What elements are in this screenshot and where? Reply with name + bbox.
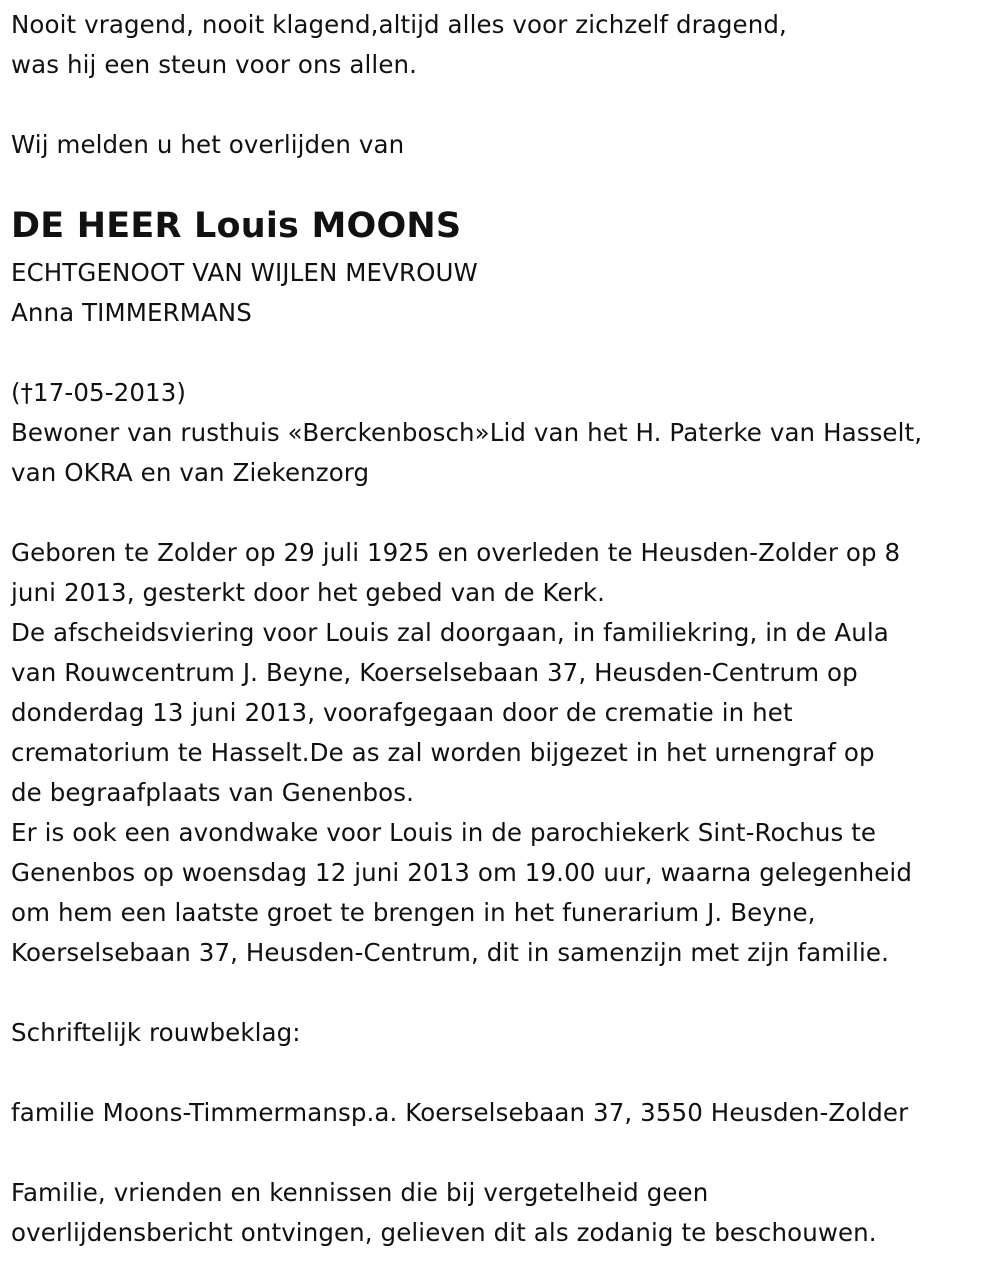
announcement: Wij melden u het overlijden van [11, 130, 405, 159]
details-line: Genenbos op woensdag 12 juni 2013 om 19.00 uur, waarna gelegenheid [11, 858, 912, 887]
details-line: om hem een laatste groet te brengen in het funerarium J. Beyne, [11, 898, 816, 927]
affiliations-line-2: van OKRA en van Ziekenzorg [11, 458, 370, 487]
details-line: De afscheidsviering voor Louis zal doorgaan, in familiekring, in de Aula [11, 618, 889, 647]
deceased-name: DE HEER Louis MOONS [11, 206, 462, 246]
death-date: (†17-05-2013) [11, 378, 187, 407]
intro-line-1: Nooit vragend, nooit klagend,altijd alles voor zichzelf dragend, [11, 10, 787, 39]
condolence-label: Schriftelijk rouwbeklag: [11, 1018, 301, 1047]
spouse-line-1: ECHTGENOOT VAN WIJLEN MEVROUW [11, 258, 478, 287]
details-line: juni 2013, gesterkt door het gebed van de Kerk. [11, 578, 605, 607]
intro-line-2: was hij een steun voor ons allen. [11, 50, 418, 79]
spouse-line-2: Anna TIMMERMANS [11, 298, 252, 327]
closing-line-2: overlijdensbericht ontvingen, gelieven dit als zodanig te beschouwen. [11, 1218, 877, 1247]
details-line: Er is ook een avondwake voor Louis in de parochiekerk Sint-Rochus te [11, 818, 877, 847]
details-line: crematorium te Hasselt.De as zal worden bijgezet in het urnengraf op [11, 738, 875, 767]
affiliations-line-1: Bewoner van rusthuis «Berckenbosch»Lid van het H. Paterke van Hasselt, [11, 418, 923, 447]
details-line: Geboren te Zolder op 29 juli 1925 en overleden te Heusden-Zolder op 8 [11, 538, 901, 567]
details-line: van Rouwcentrum J. Beyne, Koerselsebaan 37, Heusden-Centrum op [11, 658, 858, 687]
details-line: Koerselsebaan 37, Heusden-Centrum, dit in samenzijn met zijn familie. [11, 938, 889, 967]
details-line: de begraafplaats van Genenbos. [11, 778, 414, 807]
condolence-address: familie Moons-Timmermansp.a. Koerselsebaan 37, 3550 Heusden-Zolder [11, 1098, 909, 1127]
details-line: donderdag 13 juni 2013, voorafgegaan door de crematie in het [11, 698, 793, 727]
closing-line-1: Familie, vrienden en kennissen die bij vergetelheid geen [11, 1178, 709, 1207]
